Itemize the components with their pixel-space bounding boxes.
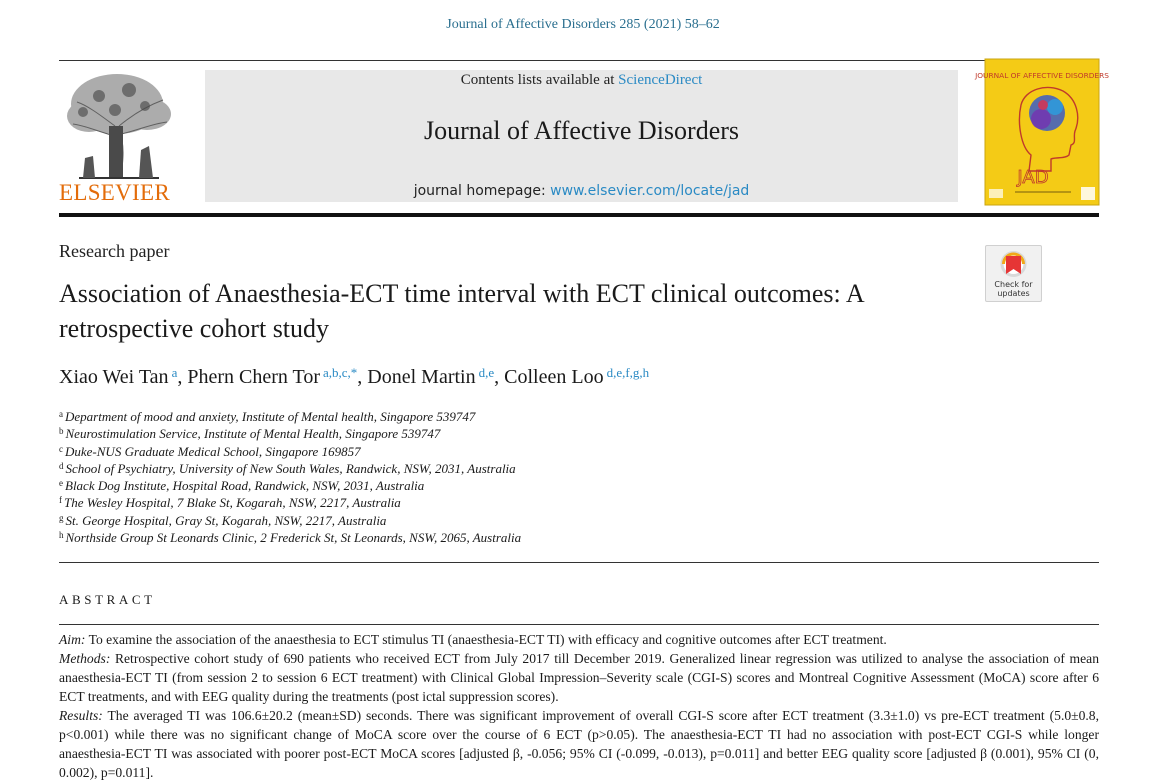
author-name[interactable]: Donel Martin <box>367 366 476 388</box>
methods-label: Methods: <box>59 651 111 666</box>
affiliation-key: b <box>59 426 64 437</box>
check-for-updates-button[interactable] <box>985 245 1042 302</box>
aim-label: Aim: <box>59 632 86 647</box>
homepage-link[interactable]: www.elsevier.com/locate/jad <box>550 183 750 199</box>
affiliation-key: e <box>59 478 63 489</box>
article-title: Association of Anaesthesia-ECT time interval with ECT clinical outcomes: A retrospective cohort study <box>59 279 864 343</box>
affiliation-item <box>59 441 521 458</box>
affiliation-text: Department of mood and anxiety, Institute of Mental health, Singapore 539747 <box>65 409 476 424</box>
journal-title: Journal of Affective Disorders <box>423 116 740 145</box>
badge-line-1: Check for <box>994 280 1033 289</box>
contents-prefix: Contents lists available at <box>460 72 619 88</box>
author-name[interactable]: Phern Chern Tor <box>187 366 320 388</box>
affiliation-key: f <box>59 495 62 506</box>
badge-label <box>986 280 1041 298</box>
abstract-heading: ABSTRACT <box>59 592 156 607</box>
article-type: Research paper <box>59 241 170 261</box>
methods-text: Retrospective cohort study of 690 patients who received ECT from July 2017 till December 2019. Generalized linear regression was utilized to analyse the association of mean anaesthesia-ECT TI (from session 2 to session 6 ECT treatment) with Clinical Global Impression–Severity scale (CGI-S) scores and Montreal Cognitive Assessment (MoCA) score after 6 ECT treatments, and with EEG quality during the treatments (post ictal suppression scores). <box>59 651 1099 704</box>
abstract-rule <box>59 624 1099 625</box>
author-affiliation-markers[interactable]: a,b,c,* <box>323 365 358 380</box>
affiliation-text: The Wesley Hospital, 7 Blake St, Kogarah, NSW, 2217, Australia <box>64 495 401 511</box>
affiliation-item <box>59 406 521 423</box>
author-list: Xiao Wei Tan $^a$, Phern Chern Tor $^{a,b,c,*}$, Donel Martin $^{d,e}$, Colleen Loo $^{d,e,f,g,h}$ <box>59 365 650 388</box>
author-name[interactable]: Xiao Wei Tan <box>59 366 169 388</box>
aim-text: To examine the association of the anaesthesia to ECT stimulus TI (anaesthesia-ECT TI) with efficacy and cognitive outcomes after ECT treatment. <box>85 632 887 647</box>
abstract-results <box>59 706 1099 782</box>
cover-logo: JAD <box>1017 167 1049 188</box>
affiliation-item <box>59 492 521 509</box>
abstract-methods <box>59 649 1099 706</box>
affiliation-text: Black Dog Institute, Hospital Road, Randwick, NSW, 2031, Australia <box>65 478 425 494</box>
affiliation-key: c <box>59 443 63 454</box>
journal-banner <box>205 70 958 202</box>
abstract-body <box>59 630 1099 782</box>
author-affiliation-markers[interactable]: a <box>171 365 178 380</box>
badge-line-2: updates <box>997 289 1030 298</box>
affiliation-item <box>59 475 521 492</box>
homepage-line <box>205 183 958 199</box>
affiliation-list <box>59 406 521 544</box>
journal-cover-image[interactable] <box>975 59 1109 205</box>
homepage-prefix: journal homepage: <box>413 183 551 199</box>
section-rule <box>59 562 1099 563</box>
affiliation-key: g <box>59 512 64 523</box>
affiliation-text: School of Psychiatry, University of New South Wales, Randwick, NSW, 2031, Australia <box>65 460 516 476</box>
affiliation-text: Northside Group St Leonards Clinic, 2 Frederick St, St Leonards, NSW, 2065, Australia <box>65 530 522 546</box>
updates-icon <box>986 246 1041 280</box>
journal-citation[interactable]: Journal of Affective Disorders 285 (2021) 58–62 <box>446 17 720 32</box>
sciencedirect-link[interactable]: ScienceDirect <box>618 72 703 88</box>
affiliation-item <box>59 423 521 440</box>
affiliation-item <box>59 527 521 544</box>
header-rule <box>59 60 1099 61</box>
results-text: The averaged TI was 106.6±20.2 (mean±SD) seconds. There was significant improvement of overall CGI-S score after ECT treatment (3.3±1.0) vs pre-ECT treatment (5.0±0.8, p<0.001) while there was no significant change of MoCA score over the course of 6 ECT (p>0.05). The anaesthesia-ECT TI had no association with post-ECT CGI-S while longer anaesthesia-ECT TI was associated with poorer post-ECT MoCA scores [adjusted β, -0.056; 95% CI (-0.099, -0.013), p=0.011] and better EEG quality score [adjusted β (0.001), 95% CI (0, 0.002), p=0.011]. <box>59 708 1099 780</box>
results-label: Results: <box>59 708 103 723</box>
author-name[interactable]: Colleen Loo <box>504 366 604 388</box>
affiliation-text: Neurostimulation Service, Institute of Mental Health, Singapore 539747 <box>65 426 441 442</box>
affiliation-key: h <box>59 530 64 541</box>
author-affiliation-markers[interactable]: d,e,f,g,h <box>606 365 650 380</box>
elsevier-wordmark: ELSEVIER <box>59 180 170 205</box>
header-thick-rule <box>59 213 1099 217</box>
affiliation-text: St. George Hospital, Gray St, Kogarah, NSW, 2217, Australia <box>65 512 387 528</box>
abstract-aim <box>59 630 1099 649</box>
cover-title: JOURNAL OF AFFECTIVE DISORDERS <box>975 71 1109 80</box>
affiliation-item <box>59 510 521 527</box>
contents-line <box>205 72 958 89</box>
affiliation-item <box>59 458 521 475</box>
affiliation-text: Duke-NUS Graduate Medical School, Singapore 169857 <box>65 443 361 459</box>
affiliation-key: a <box>59 409 63 419</box>
author-affiliation-markers[interactable]: d,e <box>478 365 495 380</box>
affiliation-key: d <box>59 460 64 471</box>
